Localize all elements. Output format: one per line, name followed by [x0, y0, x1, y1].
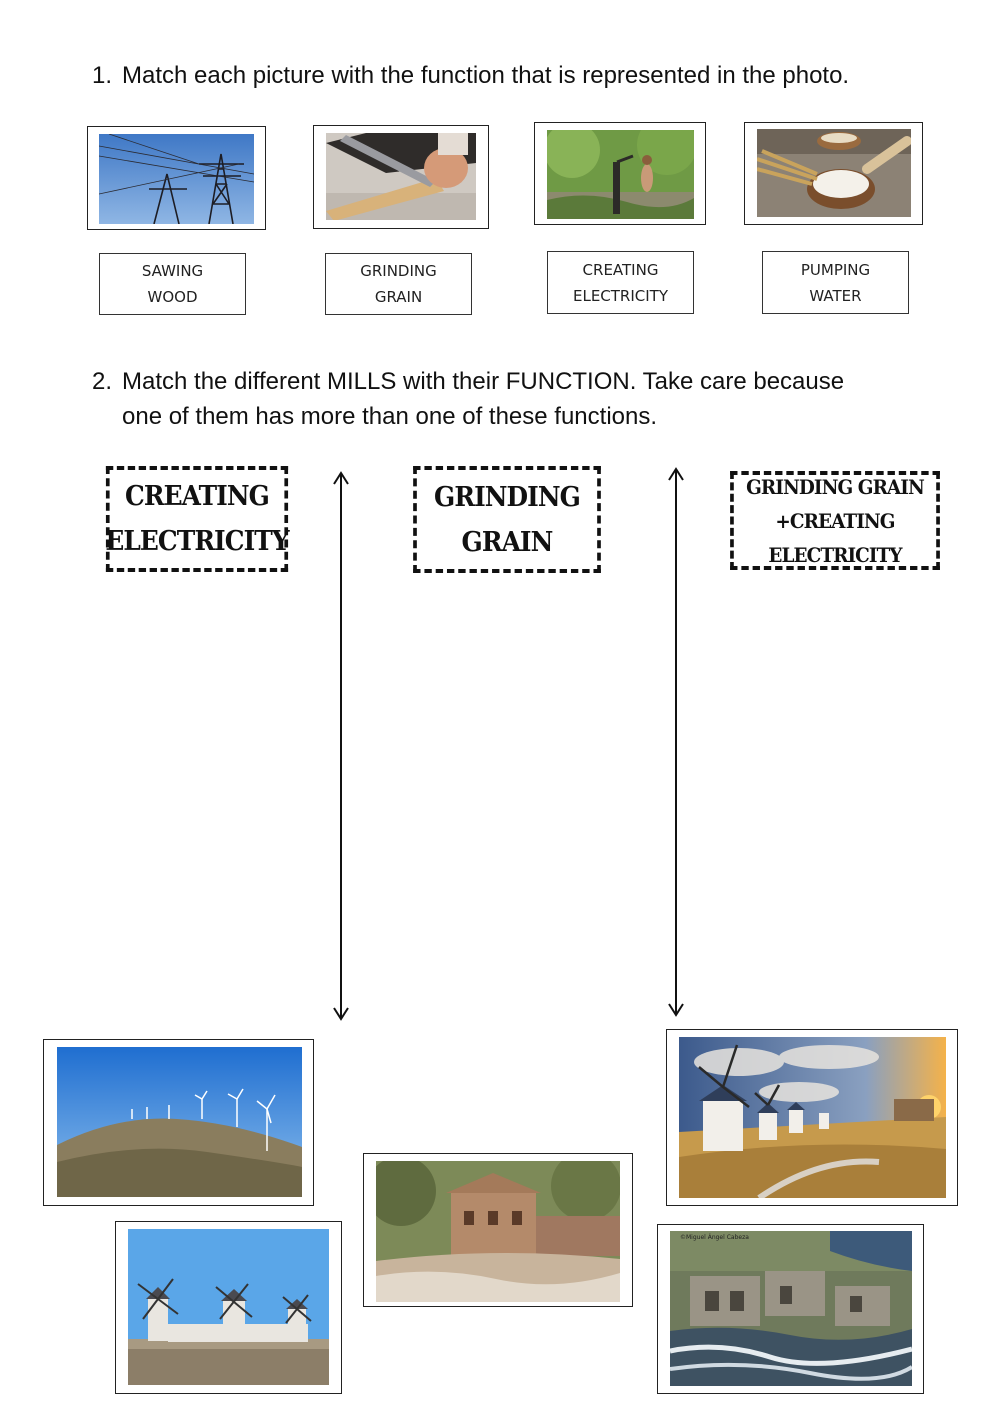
mill-la-mancha-windmills[interactable]	[115, 1221, 342, 1394]
mill-river-ruins[interactable]	[657, 1224, 924, 1394]
label-pumping-water[interactable]	[762, 251, 909, 314]
question-2-number: 2.	[92, 368, 113, 395]
water-pump-photo-icon	[547, 130, 694, 219]
label-line-1: CREATING	[582, 260, 659, 279]
double-arrow-right-icon	[665, 466, 687, 1018]
question-1-text: Match each picture with the function that is represented in the photo.	[122, 62, 850, 89]
label-line-2: ELECTRICITY	[572, 286, 669, 305]
photo-credit: ©Miguel Ángel Cabeza	[680, 1234, 749, 1241]
function-line-2: ELECTRICITY	[105, 526, 289, 557]
picture-flour-wheat[interactable]	[744, 122, 923, 225]
mill-water-mill-building[interactable]	[363, 1153, 633, 1307]
label-creating-electricity[interactable]	[547, 251, 694, 314]
function-line-1: CREATING	[125, 481, 269, 512]
la-mancha-windmills-photo-icon	[128, 1229, 329, 1385]
question-1-number: 1.	[92, 62, 113, 89]
sawing-wood-photo-icon	[326, 133, 476, 220]
water-mill-building-photo-icon	[376, 1161, 620, 1302]
picture-power-lines[interactable]	[87, 126, 266, 230]
function-box-grinding-and-electricity[interactable]	[730, 471, 940, 570]
picture-sawing-wood[interactable]	[313, 125, 489, 229]
picture-water-pump[interactable]	[534, 122, 706, 225]
question-2-line-2: one of them has more than one of these functions.	[122, 403, 658, 430]
power-lines-photo-icon	[99, 134, 254, 224]
function-box-creating-electricity[interactable]	[106, 466, 288, 572]
windmills-castle-sunset-photo-icon	[679, 1037, 946, 1198]
label-line-2: WOOD	[147, 288, 198, 306]
label-line-1: GRINDING	[360, 262, 437, 280]
mill-windmills-castle[interactable]	[666, 1029, 958, 1206]
label-sawing-wood[interactable]	[99, 253, 246, 315]
label-line-1: SAWING	[141, 262, 204, 280]
wind-turbines-photo-icon	[57, 1047, 302, 1197]
mill-wind-turbines[interactable]	[43, 1039, 314, 1206]
function-line-1: GRINDING GRAIN	[746, 474, 924, 499]
function-box-grinding-grain[interactable]	[413, 466, 601, 573]
label-line-2: WATER	[809, 286, 862, 305]
function-line-2: +CREATING ELECTRICITY	[768, 508, 902, 567]
river-mill-ruins-photo-icon	[670, 1231, 912, 1386]
function-line-1: GRINDING	[434, 481, 580, 513]
flour-wheat-photo-icon	[757, 129, 911, 217]
double-arrow-left-icon	[330, 470, 352, 1022]
function-line-2: GRAIN	[461, 526, 553, 558]
label-line-1: PUMPING	[800, 260, 871, 279]
label-grinding-grain[interactable]	[325, 253, 472, 315]
question-2-line-1: Match the different MILLS with their FUNCTION. Take care because	[122, 368, 845, 395]
label-line-2: GRAIN	[374, 288, 423, 306]
